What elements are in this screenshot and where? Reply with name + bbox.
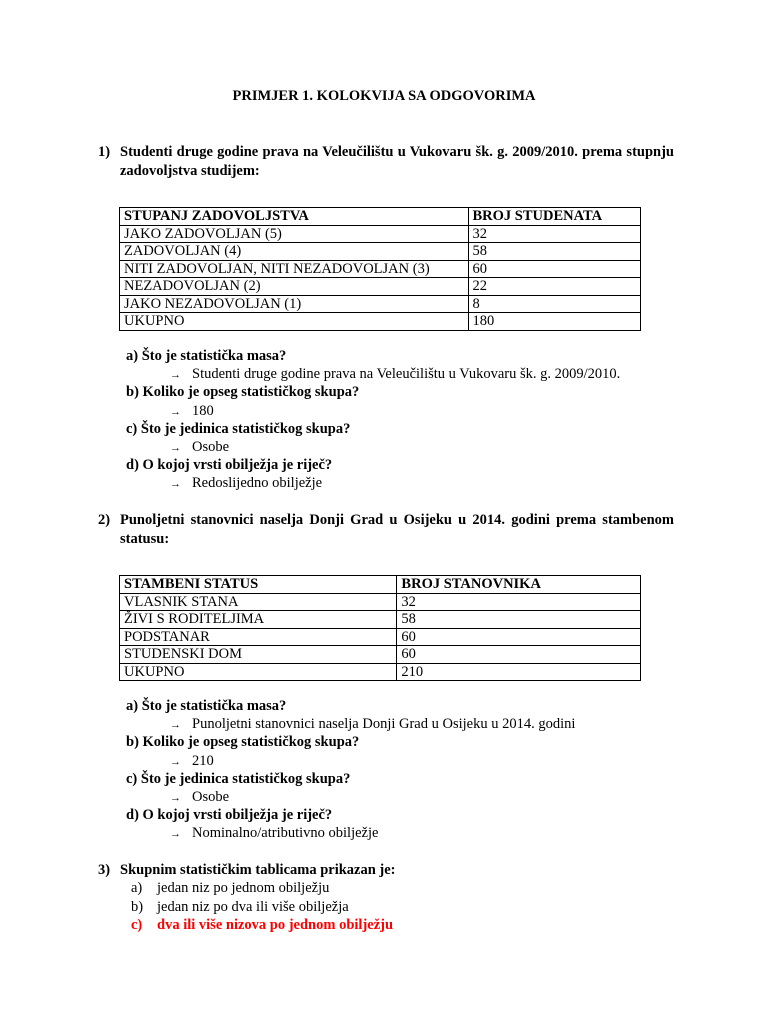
table-row <box>120 295 641 313</box>
table-cell: 8 <box>468 295 641 313</box>
table-cell: ZADOVOLJAN (4) <box>120 243 469 261</box>
table-cell: NEZADOVOLJAN (2) <box>120 278 469 296</box>
subquestion-text: O kojoj vrsti obilježja je riječ? <box>142 807 333 824</box>
table-row <box>120 663 641 681</box>
subquestion-label: b) <box>126 734 139 751</box>
subquestion-text: Što je statistička masa? <box>141 348 287 364</box>
table-header-cell: STUPANJ ZADOVOLJSTVA <box>120 208 469 226</box>
answer-text: Nominalno/atributivno obilježje <box>192 825 379 842</box>
table-row <box>120 313 641 331</box>
table-header-cell: BROJ STANOVNIKA <box>397 576 641 594</box>
table-cell: JAKO NEZADOVOLJAN (1) <box>120 295 469 313</box>
subquestion-label: b) <box>126 384 139 401</box>
answer-text: 210 <box>192 752 214 769</box>
question-text: Studenti druge godine prava na Veleučilištu u Vukovaru šk. g. 2009/2010. prema stupnju zadovoljstva studijem: <box>120 144 674 179</box>
arrow-icon: → <box>170 369 181 382</box>
table-cell: PODSTANAR <box>120 628 397 646</box>
table-cell: NITI ZADOVOLJAN, NITI NEZADOVOLJAN (3) <box>120 260 469 278</box>
option-text: jedan niz po jednom obilježju <box>157 880 330 896</box>
subquestion-text: Koliko je opseg statističkog skupa? <box>142 384 360 401</box>
answer-text: Punoljetni stanovnici naselja Donji Grad u Osijeku u 2014. godini <box>192 716 576 733</box>
subquestion-text: O kojoj vrsti obilježja je riječ? <box>142 457 333 474</box>
subquestions-1 <box>126 347 686 493</box>
table-cell: 60 <box>468 260 641 278</box>
table-row <box>120 593 641 611</box>
table-header-cell: STAMBENI STATUS <box>120 576 397 594</box>
arrow-icon: → <box>170 478 181 491</box>
subquestion-label: c) <box>126 770 138 787</box>
option-item-correct <box>131 916 393 935</box>
answer-options <box>131 879 393 935</box>
option-label: a) <box>131 880 143 896</box>
table-header-cell: BROJ STUDENATA <box>468 208 641 226</box>
question-number: 1) <box>98 144 111 160</box>
option-label: b) <box>131 898 144 915</box>
arrow-icon: → <box>170 791 181 804</box>
question-2 <box>98 511 674 549</box>
subquestion-label: c) <box>126 420 138 437</box>
subquestion-label: d) <box>126 807 139 824</box>
subquestion-label: a) <box>126 698 139 714</box>
subquestion-text: Što je jedinica statističkog skupa? <box>140 770 351 787</box>
table-cell: 58 <box>468 243 641 261</box>
option-text: jedan niz po dva ili više obilježja <box>157 898 349 915</box>
housing-table <box>119 575 641 681</box>
subquestions-2 <box>126 697 686 843</box>
answer-text: Osobe <box>192 788 230 805</box>
option-label: c) <box>131 917 143 933</box>
answer-text: Redoslijedno obilježje <box>192 475 323 492</box>
subquestion-text: Što je jedinica statističkog skupa? <box>140 420 351 437</box>
question-text: Punoljetni stanovnici naselja Donji Grad u Osijeku u 2014. godini prema stambenom statusu: <box>120 512 674 547</box>
option-item <box>131 898 393 917</box>
question-3 <box>98 861 674 880</box>
answer-text: 180 <box>192 402 214 419</box>
page-title: PRIMJER 1. KOLOKVIJA SA ODGOVORIMA <box>232 88 536 104</box>
question-number: 3) <box>98 862 111 878</box>
arrow-icon: → <box>170 719 181 732</box>
table-cell: 22 <box>468 278 641 296</box>
table-cell: ŽIVI S RODITELJIMA <box>120 611 397 629</box>
table-header-row <box>120 576 641 594</box>
option-item <box>131 879 393 898</box>
table-cell: 58 <box>397 611 641 629</box>
table-cell: 32 <box>468 225 641 243</box>
answer-text: Osobe <box>192 438 230 455</box>
table-cell: VLASNIK STANA <box>120 593 397 611</box>
table-cell: 60 <box>397 628 641 646</box>
table-cell: UKUPNO <box>120 313 469 331</box>
table-row <box>120 278 641 296</box>
table-cell: STUDENSKI DOM <box>120 646 397 664</box>
arrow-icon: → <box>170 828 181 841</box>
table-cell: 32 <box>397 593 641 611</box>
subquestion-label: a) <box>126 348 139 364</box>
table-cell: 60 <box>397 646 641 664</box>
subquestion-text: Koliko je opseg statističkog skupa? <box>142 734 360 751</box>
table-cell: UKUPNO <box>120 663 397 681</box>
table-row <box>120 243 641 261</box>
answer-text: Studenti druge godine prava na Veleučilištu u Vukovaru šk. g. 2009/2010. <box>192 366 621 383</box>
table-row <box>120 225 641 243</box>
table-row <box>120 646 641 664</box>
subquestion-text: Što je statistička masa? <box>141 698 287 714</box>
question-1 <box>98 143 674 181</box>
table-row <box>120 628 641 646</box>
option-text: dva ili više nizova po jednom obilježju <box>157 917 394 933</box>
table-header-row <box>120 208 641 226</box>
table-cell: JAKO ZADOVOLJAN (5) <box>120 225 469 243</box>
question-number: 2) <box>98 512 111 528</box>
subquestion-label: d) <box>126 457 139 474</box>
table-cell: 210 <box>397 663 641 681</box>
arrow-icon: → <box>170 441 181 454</box>
table-row <box>120 611 641 629</box>
question-text: Skupnim statističkim tablicama prikazan je: <box>120 862 396 878</box>
arrow-icon: → <box>170 755 181 768</box>
table-row <box>120 260 641 278</box>
arrow-icon: → <box>170 405 181 418</box>
satisfaction-table <box>119 207 641 331</box>
table-cell: 180 <box>468 313 641 331</box>
